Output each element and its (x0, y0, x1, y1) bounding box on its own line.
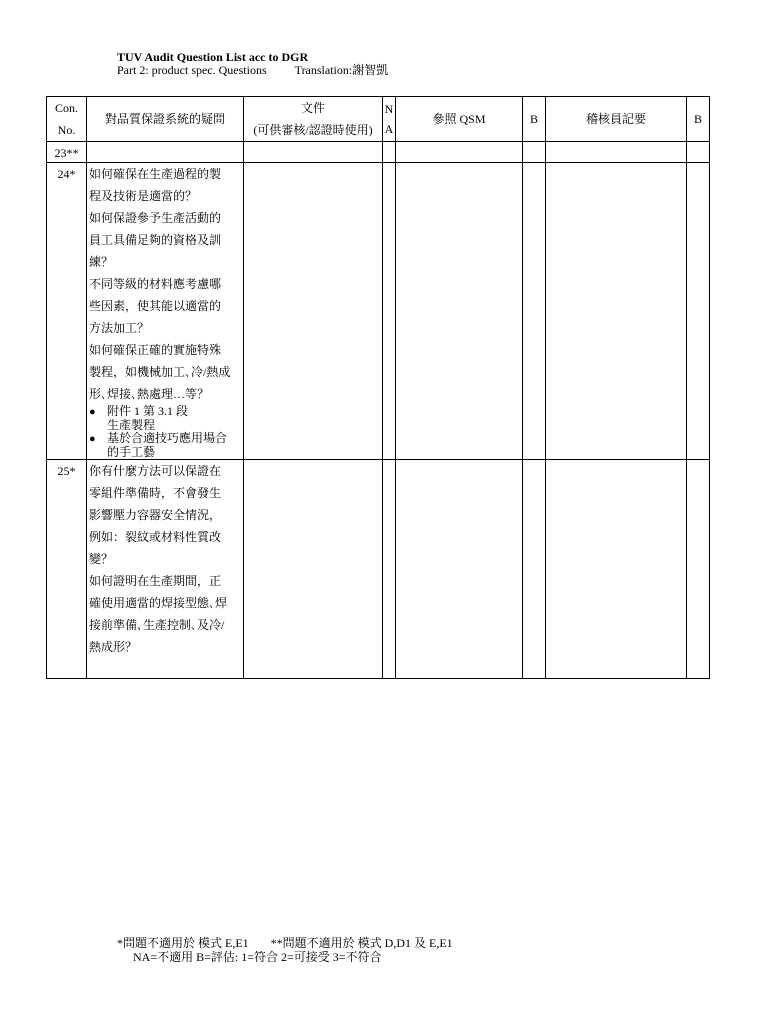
question-line: 不同等級的材料應考慮哪 (89, 277, 222, 291)
question-line: 練？ (89, 255, 114, 269)
row-number: 24* (47, 163, 87, 460)
question-line: 例如：裂紋或材料性質改 (89, 530, 222, 544)
col-header-b: B (687, 97, 710, 142)
question-cell (87, 142, 244, 163)
b-cell (523, 460, 546, 679)
footer-line-1 (117, 936, 453, 950)
document-cell (244, 460, 383, 679)
table-row (47, 460, 710, 679)
translation-label: Translation:謝智凱 (294, 63, 389, 77)
question-line: 影響壓力容器安全情況， (89, 508, 222, 522)
col-header-ref-qsm: 參照 QSM (396, 97, 523, 142)
question-line: 接前準備､生產控制､及冷/ (89, 618, 225, 632)
b-cell (523, 142, 546, 163)
question-line: 些因素，使其能以適當的 (89, 299, 222, 313)
question-line: 你有什麼方法可以保證在 (89, 464, 222, 478)
footer-notes (117, 936, 453, 964)
auditor-notes-cell (546, 460, 687, 679)
row-number: 23** (47, 142, 87, 163)
na-cell (383, 142, 396, 163)
document-title: TUV Audit Question List acc to DGR (117, 50, 309, 64)
document-subtitle (117, 64, 388, 77)
table-row (47, 163, 710, 460)
question-line: 零組件準備時，不會發生 (89, 486, 222, 500)
question-line: 方法加工？ (89, 321, 150, 335)
b-cell (523, 163, 546, 460)
b-cell (687, 163, 710, 460)
document-cell (244, 142, 383, 163)
footnote-double-star: **問題不適用於 模式 D,D1 及 E,E1 (270, 936, 453, 950)
col-header-document: 文件 (可供審核/認證時使用) (244, 97, 383, 142)
question-line: 程及技術是適當的？ (89, 189, 198, 203)
col-header-b: B (523, 97, 546, 142)
ref-qsm-cell (396, 460, 523, 679)
question-line: 形､焊接､熱處理…等？ (89, 387, 210, 401)
na-cell (383, 163, 396, 460)
question-line: 變？ (89, 552, 114, 566)
table-header-row (47, 97, 710, 142)
table-row (47, 142, 710, 163)
question-line: 如何證明在生產期間，正 (89, 574, 222, 588)
question-line: 如何保證參予生產活動的 (89, 211, 222, 225)
col-header-con-no: Con. No. (47, 97, 87, 142)
question-line: 如何確保正確的實施特殊 (89, 343, 222, 357)
audit-question-table (46, 96, 710, 679)
part-label: Part 2: product spec. Questions (117, 63, 267, 77)
question-line: 如何確保在生產過程的製 (89, 167, 222, 181)
auditor-notes-cell (546, 163, 687, 460)
question-line: 員工具備足夠的資格及訓 (89, 233, 222, 247)
question-cell (87, 163, 244, 460)
bullet-icon: ● (89, 433, 96, 445)
b-cell (687, 142, 710, 163)
row-number: 25* (47, 460, 87, 679)
ref-qsm-cell (396, 142, 523, 163)
bullet-item: ● 基於合適技巧應用場合 的手工藝 (89, 431, 228, 459)
bullet-item: ● 附件 1 第 3.1 段 生產製程 (89, 404, 189, 432)
bullet-icon: ● (89, 406, 96, 418)
question-line: 製程，如機械加工､冷/熱成 (89, 365, 231, 379)
col-header-auditor-notes: 稽核員記要 (546, 97, 687, 142)
question-cell (87, 460, 244, 679)
question-line: 熱成形？ (89, 640, 138, 654)
document-cell (244, 163, 383, 460)
col-header-na: N A (383, 97, 396, 142)
question-line: 確使用適當的焊接型態､焊 (89, 596, 228, 610)
ref-qsm-cell (396, 163, 523, 460)
auditor-notes-cell (546, 142, 687, 163)
na-cell (383, 460, 396, 679)
col-header-question: 對品質保證系統的疑問 (87, 97, 244, 142)
footnote-single-star: *問題不適用於 模式 E,E1 (117, 936, 249, 950)
b-cell (687, 460, 710, 679)
footer-legend: NA=不適用 B=評估: 1=符合 2=可接受 3=不符合 (133, 950, 382, 964)
